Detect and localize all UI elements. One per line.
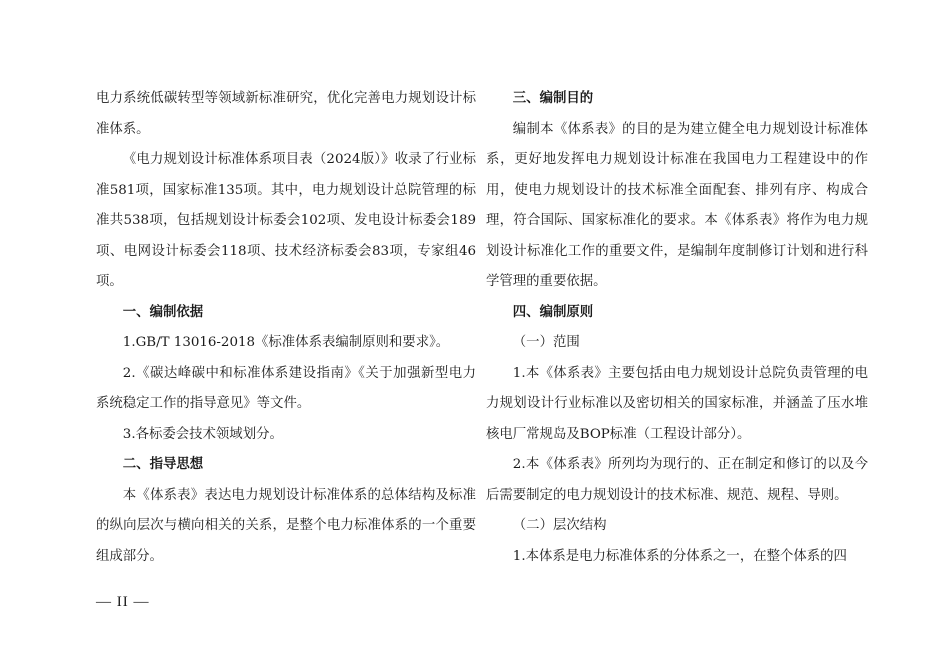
left-column xyxy=(96,84,476,572)
heading-compilation-basis: 一、编制依据 xyxy=(122,304,204,320)
paragraph-compilation-purpose: 编制本《体系表》的目的是为建立健全电力规划设计标准体系，更好地发挥电力规划设计标准在我国电力工程建设中的作用，使电力规划设计的技术标准全面配套、排列有序、构成合理，符合国际、国家标准化的要求。本《体系表》将作为电力规划设计标准化工作的重要文件，是编制年度制修订计划和进行科学管理的重要依据。 xyxy=(486,121,868,289)
paragraph-hierarchy-1: 1.本体系是电力标准体系的分体系之一，在整个体系的四 xyxy=(512,548,847,564)
heading-guiding-ideology: 二、指导思想 xyxy=(122,457,204,472)
paragraph-guiding-ideology: 本《体系表》表达电力规划设计标准体系的总体结构及标准的纵向层次与横向相关的关系，是整个电力标准体系的一个重要组成部分。 xyxy=(96,487,476,564)
paragraph-scope-1: 1.本《体系表》主要包括由电力规划设计总院负责管理的电力规划设计行业标准以及密切相关的国家标准，并涵盖了压水堆核电厂常规岛及BOP标准（工程设计部分）。 xyxy=(486,365,868,442)
paragraph-scope-2: 2.本《体系表》所列均为现行的、正在制定和修订的以及今后需要制定的电力规划设计的技术标准、规范、规程、导则。 xyxy=(486,457,868,503)
heading-compilation-principles: 四、编制原则 xyxy=(512,304,594,320)
paragraph-basis-3: 3.各标委会技术领域划分。 xyxy=(122,426,283,442)
paragraph-project-table-summary: 《电力规划设计标准体系项目表（2024版）》收录了行业标准581项，国家标准135项。其中，电力规划设计总院管理的标准共538项，包括规划设计标委会102项、发电设计标委会189项、电网设计标委会118项、技术经济标委会83项，专家组46项。 xyxy=(96,152,476,289)
paragraph-basis-2: 2.《碳达峰碳中和标准体系建设指南》《关于加强新型电力系统稳定工作的指导意见》等文件。 xyxy=(96,365,476,411)
paragraph-continuation: 电力系统低碳转型等领域新标准研究，优化完善电力规划设计标准体系。 xyxy=(96,91,476,137)
paragraph-basis-1: 1.GB/T 13016-2018《标准体系表编制原则和要求》。 xyxy=(122,335,450,350)
heading-compilation-purpose: 三、编制目的 xyxy=(512,91,594,106)
subheading-hierarchy: （二）层次结构 xyxy=(512,518,607,533)
page-number: — II — xyxy=(96,594,150,610)
subheading-scope: （一）范围 xyxy=(512,335,580,350)
right-column xyxy=(486,84,868,572)
